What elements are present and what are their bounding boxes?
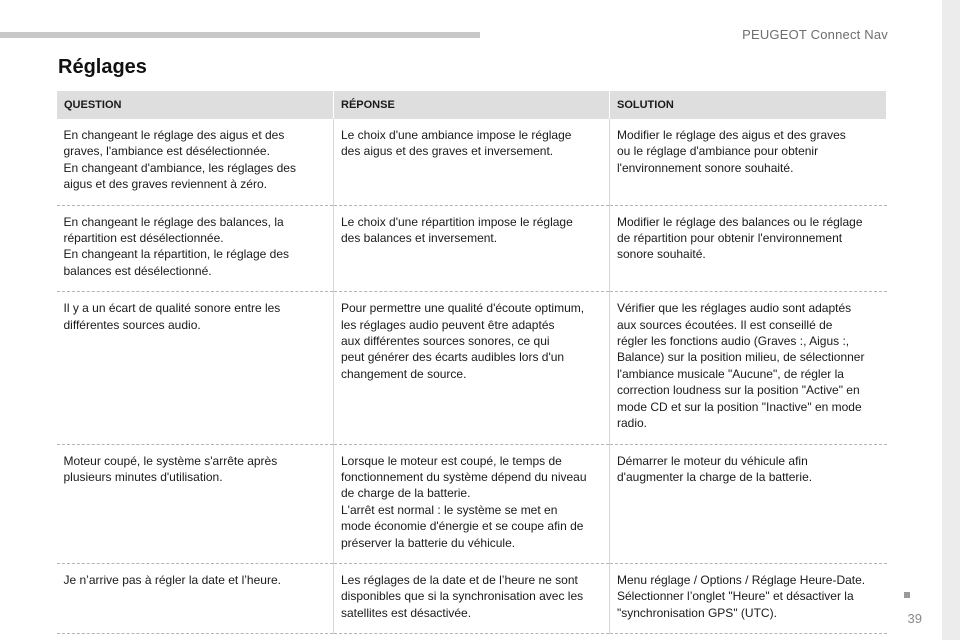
column-header-answer: RÉPONSE: [334, 91, 610, 119]
question-cell: Il y a un écart de qualité sonore entre les différentes sources audio.: [57, 292, 334, 444]
table-row: [57, 563, 887, 633]
table-row: [57, 444, 887, 563]
answer-cell: Le choix d'une ambiance impose le réglage des aigus et des graves et inversement.: [334, 119, 610, 205]
column-header-solution: SOLUTION: [610, 91, 887, 119]
question-cell: En changeant le réglage des balances, la répartition est désélectionnée. En changeant la répartition, le réglage des balances est désélectionné.: [57, 205, 334, 292]
answer-cell: Lorsque le moteur est coupé, le temps de fonctionnement du système dépend du niveau de charge de la batterie. L'arrêt est normal : le système se met en mode économie d'énergie et se coupe afin de préserver la batterie du véhicule.: [334, 444, 610, 563]
page-title: Réglages: [58, 56, 147, 78]
table-row: [57, 205, 887, 292]
solution-cell: Démarrer le moteur du véhicule afin d'augmenter la charge de la batterie.: [610, 444, 887, 563]
question-cell: Je n’arrive pas à régler la date et l’heure.: [57, 563, 334, 633]
solution-cell: Menu réglage / Options / Réglage Heure-Date. Sélectionner l’onglet "Heure" et désactiver la "synchronisation GPS" (UTC).: [610, 563, 887, 633]
troubleshooting-table: [56, 91, 887, 634]
solution-cell: Vérifier que les réglages audio sont adaptés aux sources écoutées. Il est conseillé de régler les fonctions audio (Graves :, Aigus :, Balance) sur la position milieu, de sélectionner l'ambiance musicale "Aucune", de régler la correction loudness sur la position "Active" en mode CD et sur la position "Inactive" en mode radio.: [610, 292, 887, 444]
solution-cell: Modifier le réglage des aigus et des graves ou le réglage d'ambiance pour obtenir l'environnement sonore souhaité.: [610, 119, 887, 205]
answer-cell: Pour permettre une qualité d'écoute optimum, les réglages audio peuvent être adaptés aux différentes sources sonores, ce qui peut générer des écarts audibles lors d'un changement de source.: [334, 292, 610, 444]
question-cell: En changeant le réglage des aigus et des graves, l'ambiance est désélectionnée. En changeant d'ambiance, les réglages des aigus et des graves reviennent à zéro.: [57, 119, 334, 205]
table-header-row: [57, 91, 887, 119]
question-cell: Moteur coupé, le système s'arrête après plusieurs minutes d'utilisation.: [57, 444, 334, 563]
footer-marker: [904, 592, 910, 598]
side-strip: [942, 0, 960, 640]
answer-cell: Le choix d'une répartition impose le réglage des balances et inversement.: [334, 205, 610, 292]
brand-label: PEUGEOT Connect Nav: [742, 27, 888, 42]
table-row: [57, 292, 887, 444]
page-number: 39: [907, 611, 922, 626]
column-header-question: QUESTION: [57, 91, 334, 119]
table-row: [57, 119, 887, 205]
header-rule: [0, 32, 480, 38]
answer-cell: Les réglages de la date et de l’heure ne sont disponibles que si la synchronisation avec les satellites est désactivée.: [334, 563, 610, 633]
solution-cell: Modifier le réglage des balances ou le réglage de répartition pour obtenir l'environnement sonore souhaité.: [610, 205, 887, 292]
